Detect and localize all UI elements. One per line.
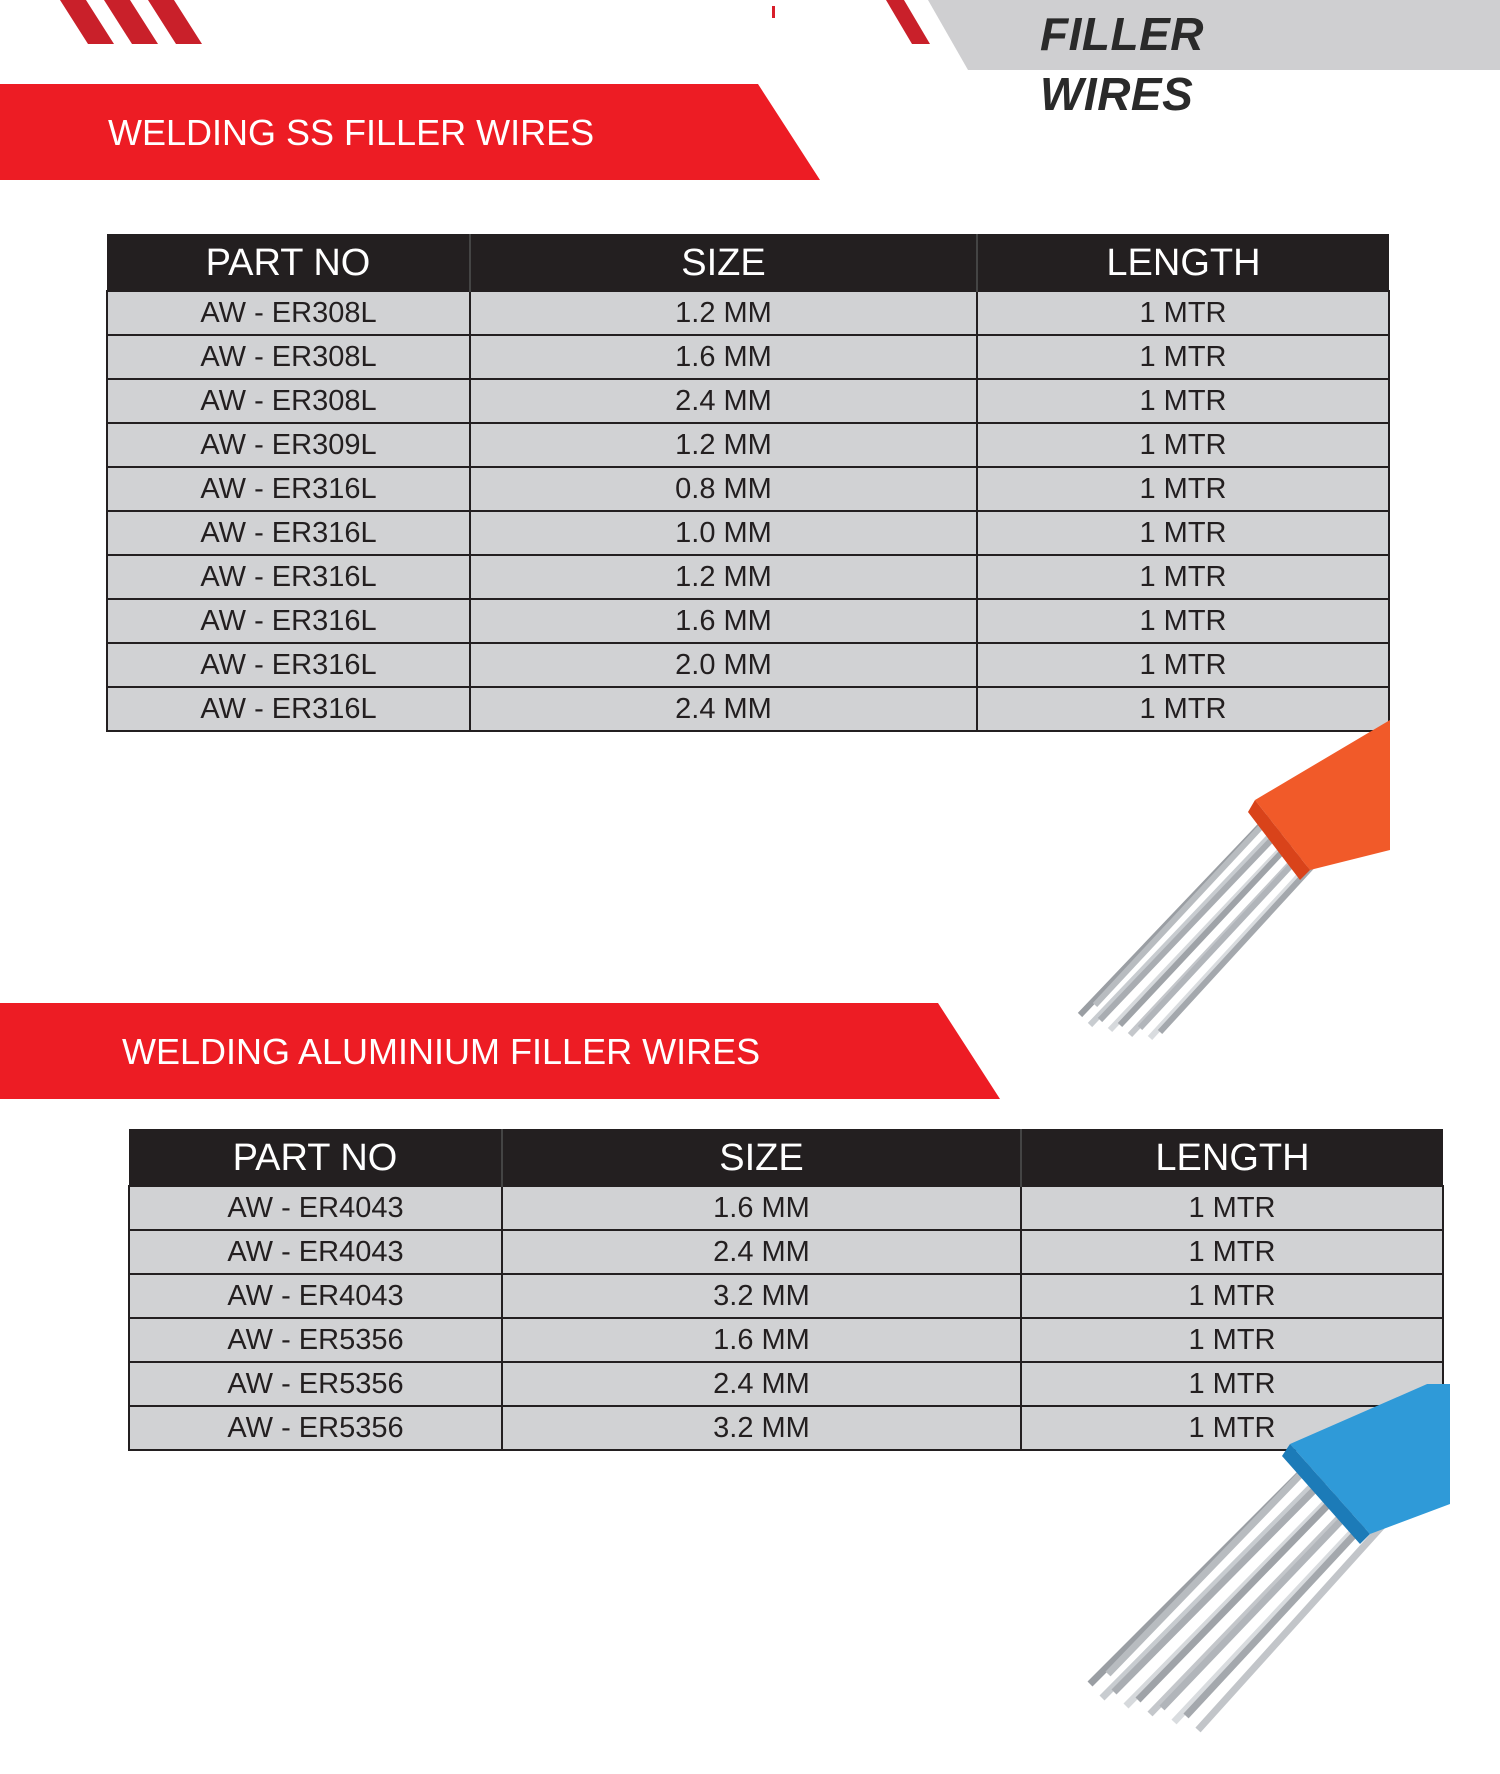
cell-size: 1.2 MM xyxy=(470,555,977,599)
cell-length: 1 MTR xyxy=(977,643,1389,687)
cell-part-no: AW - ER309L xyxy=(107,423,470,467)
column-header-part-no: PART NO xyxy=(107,235,470,291)
cell-part-no: AW - ER4043 xyxy=(129,1186,502,1230)
cell-size: 1.6 MM xyxy=(470,335,977,379)
table-row xyxy=(107,555,1389,599)
column-header-length: LENGTH xyxy=(977,235,1389,291)
ss-filler-wire-table xyxy=(106,234,1390,732)
table-row xyxy=(107,599,1389,643)
table-row xyxy=(107,379,1389,423)
table-header-row xyxy=(129,1130,1443,1186)
column-header-part-no: PART NO xyxy=(129,1130,502,1186)
column-header-size: SIZE xyxy=(502,1130,1021,1186)
column-header-size: SIZE xyxy=(470,235,977,291)
cell-length: 1 MTR xyxy=(977,423,1389,467)
table-row xyxy=(107,643,1389,687)
cell-size: 1.2 MM xyxy=(470,423,977,467)
cell-size: 1.0 MM xyxy=(470,511,977,555)
page-title: FILLER WIRES xyxy=(1040,8,1204,120)
cell-length: 1 MTR xyxy=(1021,1406,1443,1450)
column-header-length: LENGTH xyxy=(1021,1130,1443,1186)
aluminium-wire-bundle-image xyxy=(1070,1384,1450,1764)
cell-length: 1 MTR xyxy=(977,599,1389,643)
cell-part-no: AW - ER5356 xyxy=(129,1362,502,1406)
cell-length: 1 MTR xyxy=(977,687,1389,731)
cell-size: 2.4 MM xyxy=(470,687,977,731)
cell-part-no: AW - ER4043 xyxy=(129,1274,502,1318)
cell-part-no: AW - ER316L xyxy=(107,467,470,511)
cell-part-no: AW - ER316L xyxy=(107,555,470,599)
header-stripes-decoration xyxy=(60,0,220,48)
ss-section-title: WELDING SS FILLER WIRES xyxy=(108,112,595,153)
cell-length: 1 MTR xyxy=(977,467,1389,511)
cell-part-no: AW - ER4043 xyxy=(129,1230,502,1274)
table-row xyxy=(129,1318,1443,1362)
cell-length: 1 MTR xyxy=(977,555,1389,599)
cell-part-no: AW - ER5356 xyxy=(129,1318,502,1362)
cell-length: 1 MTR xyxy=(1021,1274,1443,1318)
cell-size: 2.4 MM xyxy=(470,379,977,423)
cell-part-no: AW - ER308L xyxy=(107,291,470,335)
cell-size: 3.2 MM xyxy=(502,1274,1021,1318)
table-row xyxy=(107,423,1389,467)
table-row xyxy=(129,1274,1443,1318)
cell-part-no: AW - ER316L xyxy=(107,643,470,687)
table-row xyxy=(129,1230,1443,1274)
table-row xyxy=(107,335,1389,379)
cell-length: 1 MTR xyxy=(977,291,1389,335)
table-row xyxy=(129,1186,1443,1230)
cell-part-no: AW - ER5356 xyxy=(129,1406,502,1450)
cell-length: 1 MTR xyxy=(1021,1362,1443,1406)
ss-wire-bundle-image xyxy=(1050,720,1390,1060)
table-row xyxy=(107,467,1389,511)
cell-length: 1 MTR xyxy=(977,379,1389,423)
header-red-slash-decoration xyxy=(886,0,930,46)
header-tick-mark xyxy=(772,6,775,18)
cell-length: 1 MTR xyxy=(1021,1230,1443,1274)
cell-length: 1 MTR xyxy=(1021,1318,1443,1362)
cell-length: 1 MTR xyxy=(977,511,1389,555)
table-row xyxy=(107,291,1389,335)
table-row xyxy=(107,511,1389,555)
cell-part-no: AW - ER316L xyxy=(107,511,470,555)
cell-size: 2.4 MM xyxy=(502,1362,1021,1406)
table-header-row xyxy=(107,235,1389,291)
cell-size: 1.6 MM xyxy=(502,1318,1021,1362)
cell-part-no: AW - ER316L xyxy=(107,599,470,643)
cell-size: 3.2 MM xyxy=(502,1406,1021,1450)
cell-length: 1 MTR xyxy=(1021,1186,1443,1230)
aluminium-section-title: WELDING ALUMINIUM FILLER WIRES xyxy=(122,1031,761,1072)
cell-size: 2.4 MM xyxy=(502,1230,1021,1274)
cell-part-no: AW - ER308L xyxy=(107,379,470,423)
cell-size: 2.0 MM xyxy=(470,643,977,687)
cell-size: 1.6 MM xyxy=(470,599,977,643)
cell-size: 1.2 MM xyxy=(470,291,977,335)
cell-part-no: AW - ER316L xyxy=(107,687,470,731)
cell-size: 0.8 MM xyxy=(470,467,977,511)
cell-size: 1.6 MM xyxy=(502,1186,1021,1230)
cell-length: 1 MTR xyxy=(977,335,1389,379)
cell-part-no: AW - ER308L xyxy=(107,335,470,379)
